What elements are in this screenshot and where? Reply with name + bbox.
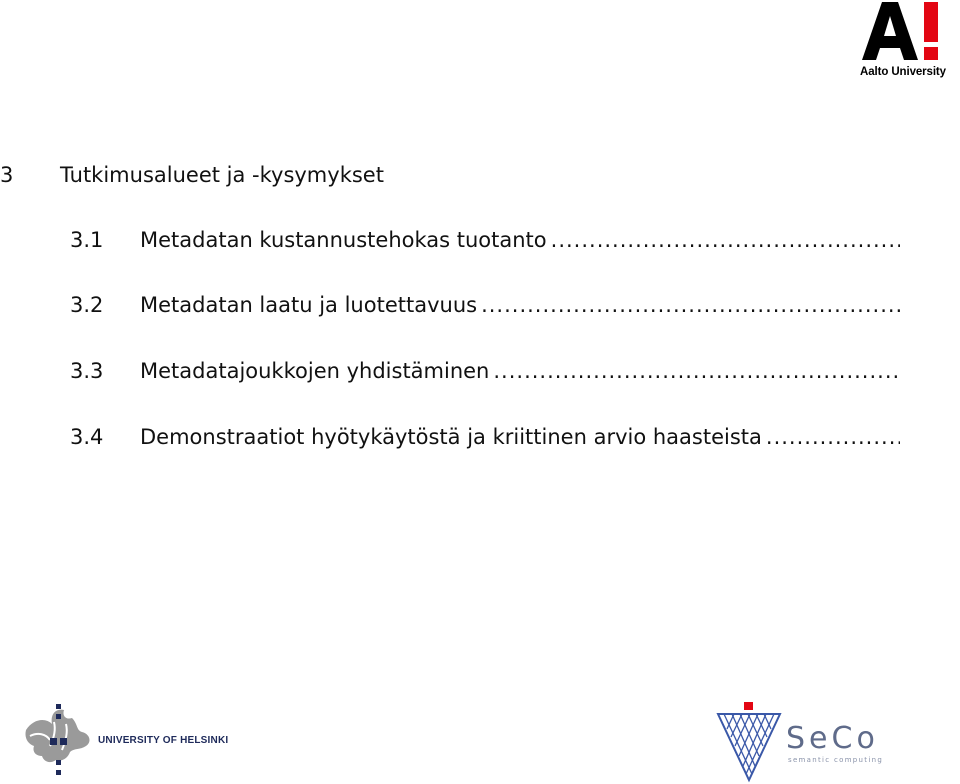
aalto-a-icon <box>862 2 940 60</box>
toc-entry[interactable] <box>70 419 900 455</box>
toc-heading-title: Tutkimusalueet ja -kysymykset <box>60 163 384 187</box>
toc-entry[interactable] <box>70 353 900 389</box>
toc-dot-leader <box>551 222 900 258</box>
helsinki-university-name: UNIVERSITY OF HELSINKI <box>98 735 229 746</box>
toc-dot-leader <box>481 287 900 323</box>
toc-entry-number: 3.4 <box>70 425 104 449</box>
helsinki-logo <box>20 700 240 780</box>
toc-entry-title: Metadatan kustannustehokas tuotanto <box>140 228 547 252</box>
toc-entry-title: Metadatajoukkojen yhdistäminen <box>140 359 490 383</box>
toc-entry[interactable] <box>70 287 900 323</box>
seco-tagline: semantic computing <box>788 756 884 764</box>
aalto-university-name: Aalto University <box>860 66 946 78</box>
toc-entry-number: 3.1 <box>70 228 104 252</box>
seco-logo <box>714 700 884 784</box>
toc-dot-leader <box>766 419 900 455</box>
toc-heading-number: 3 <box>0 163 14 187</box>
toc-entry-number: 3.2 <box>70 293 104 317</box>
toc-entry-title: Metadatan laatu ja luotettavuus <box>140 293 478 317</box>
toc-heading <box>0 157 700 193</box>
toc-entry-title: Demonstraatiot hyötykäytöstä ja kriittinen arvio haasteista <box>140 425 762 449</box>
toc-dot-leader <box>493 353 900 389</box>
aalto-logo <box>858 0 960 86</box>
toc-entry-number: 3.3 <box>70 359 104 383</box>
flame-icon <box>20 700 98 780</box>
seco-name: SeCo <box>786 721 879 756</box>
triangle-mesh-icon <box>714 700 784 784</box>
toc-entry[interactable] <box>70 222 900 258</box>
